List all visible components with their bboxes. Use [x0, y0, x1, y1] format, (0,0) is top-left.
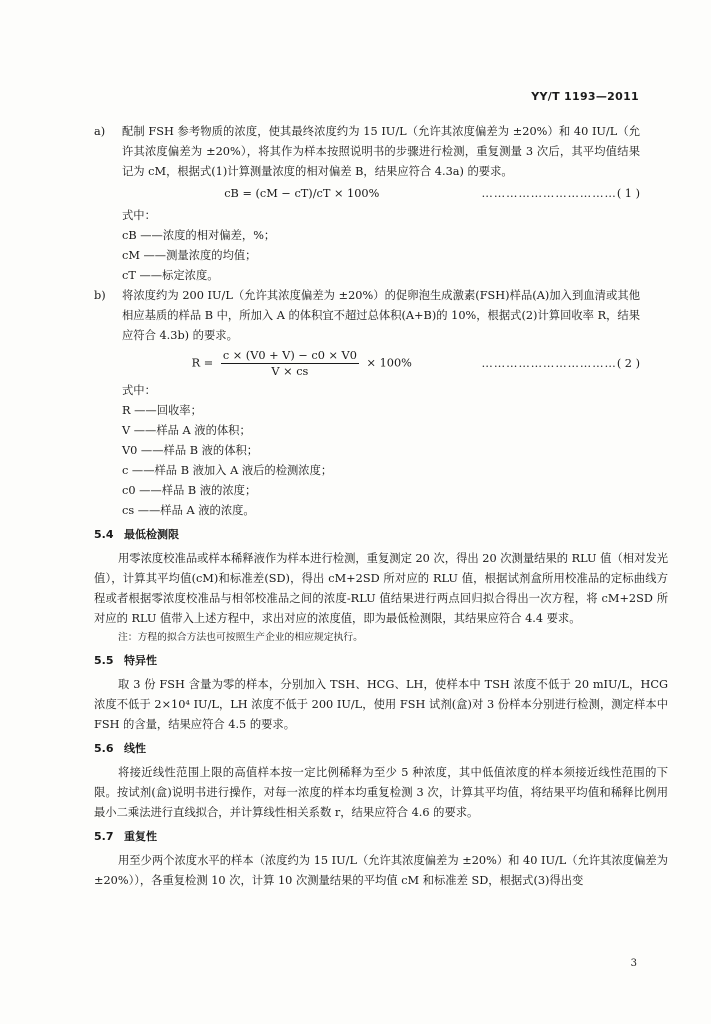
- section-5-4-text: 用零浓度校准品或样本稀释液作为样本进行检测，重复测定 20 次，得出 20 次测量结果的 RLU 值（相对发光值），计算其平均值(cM)和标准差(SD)，得出 cM+2SD 所对应的 RLU 值，根据试剂盒所用校准品的定标曲线方程或者根据零浓度校准品与相邻校准品之间的浓度-RLU 值结果进行两点回归拟合得出一次方程，将 cM+2SD 所对应的 RLU 值带入上述方程中，求出对应的浓度值，即为最低检测限，其结果应符合 4.4 要求。: [94, 552, 668, 625]
- definition-line: c ——样品 B 液加入 A 液后的检测浓度；: [122, 464, 333, 477]
- section-5-4-note: 注：方程的拟合方法也可按照生产企业的相应规定执行。: [118, 632, 363, 643]
- definition-line: V0 ——样品 B 液的体积；: [122, 444, 259, 457]
- definition-line: cs ——样品 A 液的浓度。: [122, 504, 255, 517]
- formula-2-numerator: c × (V0 + V) − c0 × V0: [222, 349, 357, 362]
- section-number: 5.5: [94, 654, 114, 667]
- section-title: 特异性: [124, 654, 157, 667]
- standard-number: YY/T 1193—2011: [531, 90, 639, 103]
- item-a-marker: a): [94, 125, 106, 138]
- item-b-where: 式中：: [122, 384, 156, 397]
- formula-2-fraction: [221, 348, 359, 379]
- definition-line: cM ——测量浓度的均值；: [122, 249, 257, 262]
- item-a-text: 配制 FSH 参考物质的浓度，使其最终浓度约为 15 IU/L（允许其浓度偏差为 ±20%）和 40 IU/L（允许其浓度偏差为 ±20%），将其作为样本按照说明书的步骤进行检测，重复测量 3 次后，其平均值结果记为 cM，根据式(1)计算测量浓度的相对偏差 B，结果应符合 4.3a) 的要求。: [122, 125, 640, 178]
- formula-1: [122, 184, 640, 204]
- section-5-6-text: 将接近线性范围上限的高值样本按一定比例稀释为至少 5 种浓度，其中低值浓度的样本须接近线性范围的下限。按试剂(盒)说明书进行操作，对每一浓度的样本均重复检测 3 次，计算其平均值，将结果平均值和稀释比例用最小二乘法进行直线拟合，并计算线性相关系数 r，结果应符合 4.6 的要求。: [94, 766, 668, 819]
- item-a-where: 式中：: [122, 209, 156, 222]
- item-b: [94, 286, 640, 521]
- formula-1-expression: cB = (cM − cT)/cT × 100%: [224, 187, 380, 200]
- section-title: 重复性: [124, 830, 157, 843]
- section-5-5-heading: [94, 651, 640, 671]
- section-number: 5.4: [94, 528, 114, 541]
- section-5-7-text: 用至少两个浓度水平的样本（浓度约为 15 IU/L（允许其浓度偏差为 ±20%）和 40 IU/L（允许其浓度偏差为 ±20%）），各重复检测 10 次，计算 10 次测量结果的平均值 cM 和标准差 SD，根据式(3)得出变: [94, 854, 668, 887]
- definition-line: c0 ——样品 B 液的浓度；: [122, 484, 257, 497]
- page-body: [94, 122, 668, 891]
- definition-line: cB ——浓度的相对偏差，%；: [122, 229, 276, 242]
- formula-2: [122, 348, 640, 379]
- formula-2-expression: [122, 348, 482, 379]
- formula-2-lhs: R =: [191, 356, 214, 370]
- item-a: [94, 122, 640, 286]
- section-number: 5.7: [94, 830, 114, 843]
- section-5-4-heading: [94, 525, 640, 545]
- section-number: 5.6: [94, 742, 114, 755]
- definition-line: cT ——标定浓度。: [122, 269, 219, 282]
- item-b-marker: b): [94, 289, 106, 302]
- formula-2-tail: × 100%: [366, 356, 412, 370]
- section-title: 最低检测限: [124, 528, 179, 541]
- section-5-6-heading: [94, 739, 640, 759]
- item-b-definitions: [122, 401, 640, 521]
- definition-line: R ——回收率；: [122, 404, 202, 417]
- formula-2-denominator: V × cs: [271, 365, 309, 378]
- item-b-text: 将浓度约为 200 IU/L（允许其浓度偏差为 ±20%）的促卵泡生成激素(FSH)样品(A)加入到血清或其他相应基质的样品 B 中，所加入 A 的体积宜不超过总体积(A+B)的 10%，根据式(2)计算回收率 R，结果应符合 4.3b) 的要求。: [122, 289, 640, 342]
- section-5-5-text: 取 3 份 FSH 含量为零的样本，分别加入 TSH、HCG、LH，使样本中 TSH 浓度不低于 20 mIU/L，HCG 浓度不低于 2×10⁴ IU/L，LH 浓度不低于 200 IU/L，使用 FSH 试剂(盒)对 3 份样本分别进行检测，测定样本中 FSH 的含量，结果应符合 4.5 的要求。: [94, 678, 668, 731]
- section-5-7-heading: [94, 827, 640, 847]
- section-title: 线性: [124, 742, 146, 755]
- item-a-definitions: [122, 226, 640, 286]
- page-number: 3: [630, 958, 637, 969]
- formula-2-number: ( 2 ): [616, 356, 640, 370]
- formula-2-leader: ……………………………: [481, 356, 617, 370]
- formula-1-number: ( 1 ): [616, 187, 640, 200]
- definition-line: V ——样品 A 液的体积；: [122, 424, 251, 437]
- formula-1-leader: ……………………………: [481, 187, 617, 200]
